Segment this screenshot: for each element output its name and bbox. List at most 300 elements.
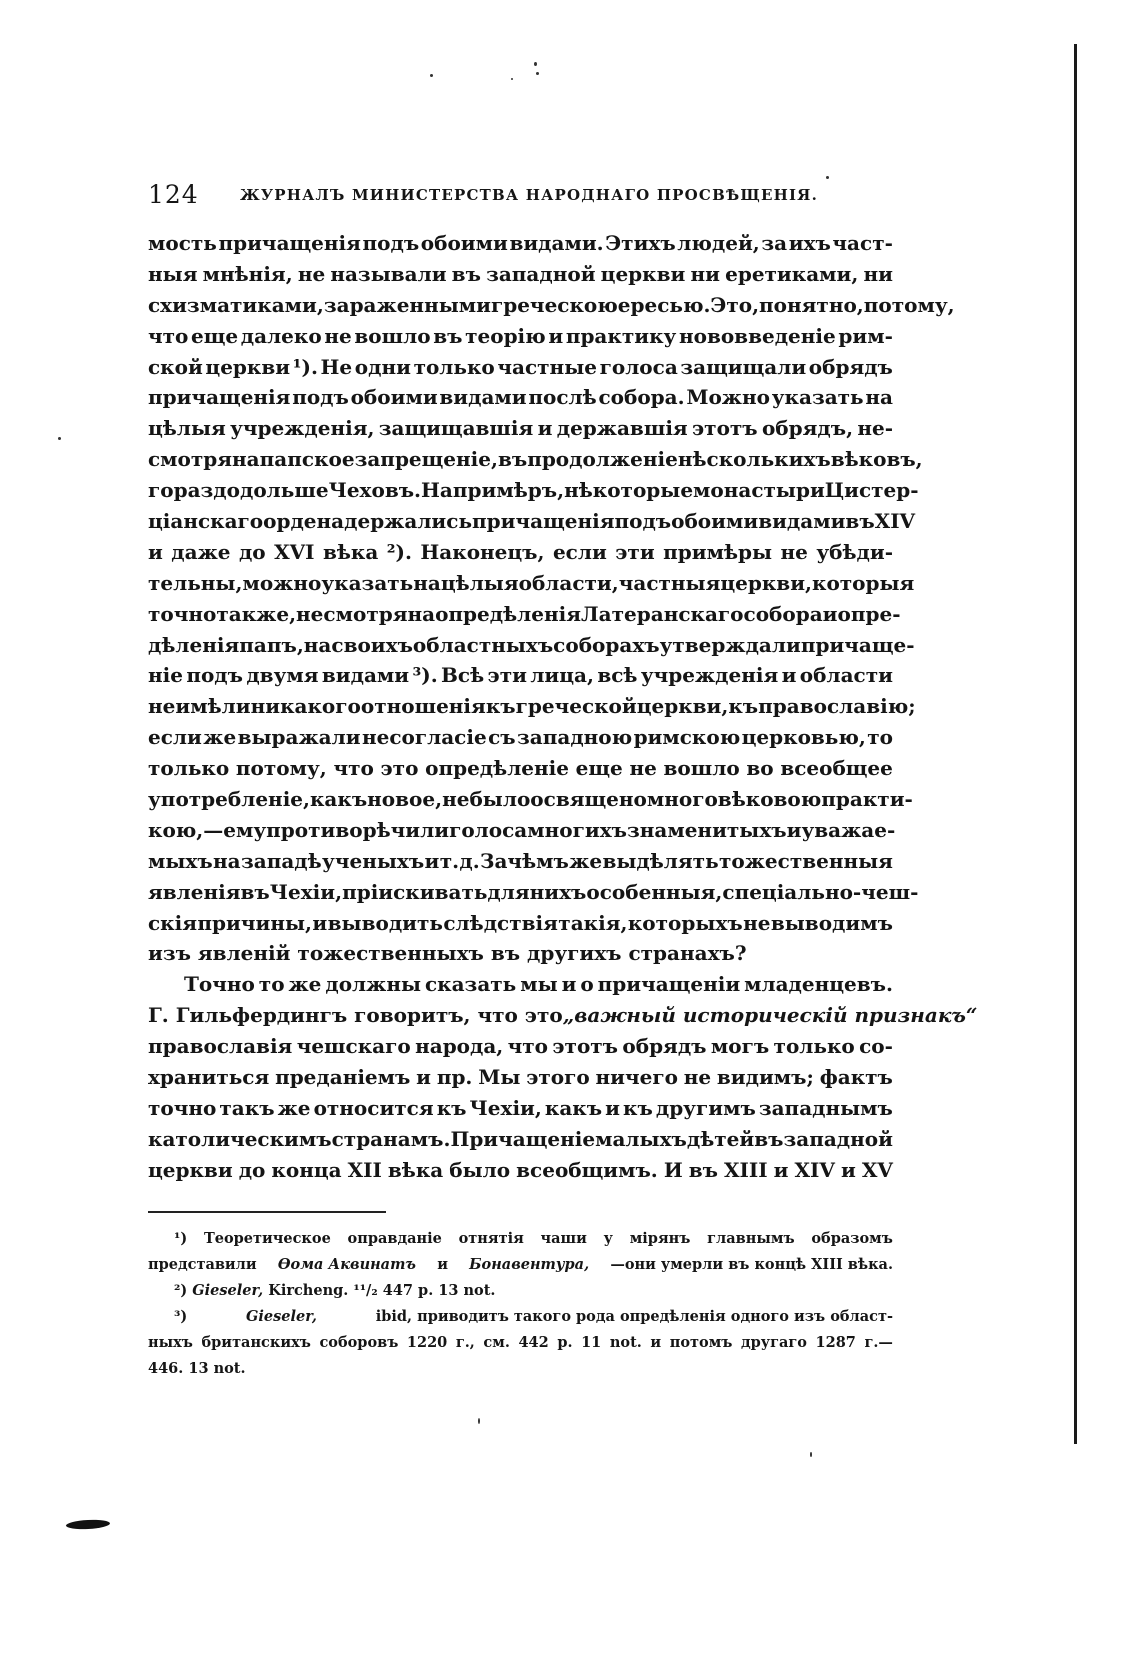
footnote-line [148,1226,893,1252]
word: скія [148,910,197,935]
word: мыхъ [148,848,213,873]
word: съ [488,725,516,750]
word: особенныя, [586,879,723,904]
word: послѣ [528,385,597,410]
word: Этихъ [605,231,676,255]
word: вѣка [387,1157,444,1182]
word: для [487,879,530,904]
word: что [507,1034,549,1059]
word: у [603,1230,613,1247]
word: даже [171,539,231,564]
running-head: ЖУРНАЛЪ МИНИСТЕРСТВА НАРОДНАГО ПРОСВѢЩЕНІЯ. [240,186,819,204]
word: обоими [420,231,508,255]
word: ересью. [617,292,711,317]
word: народа, [415,1034,504,1059]
word: сказать [424,972,517,997]
word: выдѣлять [602,848,719,873]
word: и [148,539,163,564]
author-name: Ѳома Аквинатъ [277,1256,416,1273]
word: на [413,570,441,595]
word: въ [433,323,463,348]
word: до [238,1157,266,1182]
text-line [148,382,893,413]
word: что [148,323,189,348]
text-line [148,599,901,630]
word: державшія [556,416,688,441]
text-line [148,444,923,475]
word: преданіемъ [275,1065,411,1090]
word: ціанскаго [148,509,264,534]
text-line [148,506,916,537]
word: указать [321,570,414,595]
footnote-line [148,1304,893,1330]
text-fragment: и [437,1256,448,1273]
word: и [561,972,577,997]
word: католическимъ [148,1126,332,1151]
word: церкви [600,261,686,286]
word: же [569,848,603,873]
text-line [148,413,893,444]
footnote-line: 446. 13 not. [148,1360,246,1377]
word: о [580,972,594,997]
word: ³). [412,663,438,688]
word: опре- [837,601,901,626]
word: дѣтей [686,1126,755,1151]
text-line [148,537,893,568]
word: церкви [148,1157,233,1182]
word: употребленіе, [148,787,310,812]
word: ему [223,817,267,842]
word: мость [148,231,217,255]
word: образомъ [811,1230,893,1247]
word: Теоретическое [203,1230,331,1247]
word: защищавшія [378,416,534,441]
word: 1287 [815,1334,856,1351]
word: не- [857,416,893,441]
word: и [424,848,440,873]
text-line [148,630,915,661]
word: гораздо [148,478,240,503]
word: греческою [490,292,618,317]
word: только [148,756,230,781]
word: и [416,1065,432,1090]
word: не [683,1065,712,1090]
word: чешскаго [296,1034,411,1059]
word: голоса [449,817,528,842]
word: и [537,416,553,441]
footnote-line [148,1252,893,1278]
word: опредѣленіе [425,756,569,781]
word: областныхъ [412,632,554,657]
word: могъ [710,1034,770,1059]
word: держались [344,509,473,534]
word: конца [271,1157,342,1182]
text-line [148,1155,893,1186]
ink-smudge [66,1519,110,1530]
word: видимъ; [716,1065,814,1090]
word: вѣковъ, [830,447,923,472]
page-edge-line [1074,44,1077,1444]
word: видами. [509,231,604,255]
word: Можно [686,385,770,410]
word: лица, [530,663,594,688]
word: дольше [239,478,329,503]
word: цѣлыя [440,570,519,595]
word: not. [609,1334,642,1351]
word: видами [439,385,527,410]
word: теорію [465,323,546,348]
word: Наконецъ, [420,539,545,564]
word: причаще- [800,632,915,657]
word: называли [330,261,447,286]
word: 1220 [406,1334,448,1351]
word: ніе [148,663,183,688]
word: же [277,1095,311,1120]
word: можно [242,570,322,595]
word: мнѣнія, [202,261,293,286]
word: причащенія [472,509,615,534]
word: причащенія [218,231,361,255]
word: этотъ [552,1034,619,1059]
word: же [203,725,237,750]
word: если [552,539,607,564]
word: только [773,1034,855,1059]
word: И [663,1157,683,1182]
word: и [773,1157,789,1182]
word: западѣ [240,848,322,873]
text-line [148,753,893,784]
word: греческой [515,694,637,719]
word: которыхъ [627,910,743,935]
word: на [213,848,241,873]
word: всеобщее [780,756,893,781]
text-line [148,1093,893,1124]
word: нѣсколькихъ [677,447,831,472]
text-line [148,660,893,691]
word: спеціально-чеш- [722,879,919,904]
word: XVI [274,539,315,564]
page-header [148,180,908,210]
word: вѣка [322,539,379,564]
word: церкви [205,354,291,379]
word: многовѣковою [646,787,822,812]
footnote-divider [148,1211,386,1213]
word: соборовъ [319,1334,399,1351]
word: практику [565,323,677,348]
word: г.— [864,1334,893,1351]
author-name: Gieseler, [246,1308,317,1325]
word: римскою [633,725,741,750]
word: во [746,756,774,781]
word: было [469,787,531,812]
word: къ [436,1095,467,1120]
footnote-line [148,1278,893,1304]
word: всеобщимъ. [516,1157,658,1182]
word: подъ [362,231,420,255]
page-number: 124 [148,180,199,209]
word: это [380,756,419,781]
word: папъ, [239,632,304,657]
word: какъ [309,787,368,812]
word: выражали [237,725,361,750]
word: области, [518,570,619,595]
word: примѣры [663,539,773,564]
word: одни [354,354,411,379]
word: которыя [812,570,915,595]
word: эти [615,539,655,564]
word: тожественныя [719,848,893,873]
word: т. [439,848,460,873]
text-line [148,815,896,846]
word: утверждали [659,632,801,657]
word: еще [191,323,239,348]
word: схизматиками, [148,292,324,317]
text-line [148,352,893,383]
footnote-mark: ²) [174,1282,188,1299]
word: точно [148,1095,217,1120]
word: знаменитыхъ [626,817,787,842]
word: защищали [680,354,807,379]
text-line [148,784,913,815]
word: — [203,817,224,842]
word: далеко [240,323,322,348]
word: области [799,663,893,688]
word: уважае- [801,817,896,842]
text-line [148,228,893,259]
word: въ [754,1126,784,1151]
word: подъ [186,663,243,688]
word: дѣленія [148,632,240,657]
text-line [148,1124,893,1155]
word: странамъ. [331,1126,451,1151]
word: должны [325,972,422,997]
word: явленія [148,879,241,904]
speck [534,62,537,66]
quoted-phrase: „важный историческій признакъ“ [562,1003,978,1028]
word: мы [520,972,558,997]
text-line [148,722,893,753]
word: Напримѣръ, [421,478,565,503]
word: XV [861,1157,893,1182]
word: потомъ [669,1334,733,1351]
word: фактъ [819,1065,893,1090]
word: двумя [246,663,319,688]
word: и [548,323,564,348]
word: храниться [148,1065,270,1090]
word: обрядъ, [761,416,854,441]
word: обоими [350,385,438,410]
word: многихъ [527,817,627,842]
word: 11 [581,1334,602,1351]
speck [430,74,433,77]
word: не [296,601,324,626]
word: Причащеніе [450,1126,596,1151]
word: такія, [558,910,628,935]
footnotes [148,1226,893,1382]
text-line [148,1031,893,1062]
text-fragment: представили [148,1256,257,1273]
word: XIV [794,1157,835,1182]
word: выводимъ [770,910,893,935]
word: мірянъ [629,1230,691,1247]
footnote-line [148,1330,893,1356]
word: британскихъ [201,1334,311,1351]
word: подъ [292,385,349,410]
word: XIII [724,1157,768,1182]
word: понятно, [759,292,864,317]
word: другимъ [655,1095,756,1120]
word: Латеранскаго [581,601,744,626]
word: зараженными [323,292,491,317]
word: см. [483,1334,510,1351]
word: Точно [184,972,255,997]
text-line [148,846,893,877]
word: XII [347,1157,382,1182]
word: еще [575,756,623,781]
word: видами [758,509,846,534]
text-line [148,691,916,722]
word: причащеніи [597,972,741,997]
word: въ [497,447,528,472]
word: рим- [838,323,893,348]
word: западнымъ [758,1095,893,1120]
word: ни [690,261,720,286]
text-line [148,1062,893,1093]
author-name: Бонавентура, [469,1256,590,1273]
word: ныхъ [148,1334,193,1351]
word: собора. [598,385,685,410]
word: освящено [530,787,647,812]
word: выводить [327,910,443,935]
word: обрядъ [808,354,893,379]
word: вошло [663,756,740,781]
word: только [413,354,495,379]
text-line [148,1000,978,1031]
word: запрещеніе, [354,447,498,472]
word: не [324,323,352,348]
word: противорѣчили [266,817,450,842]
word: своихъ [331,632,413,657]
word: указать [771,385,864,410]
text-line [148,877,919,908]
word: западною [517,725,633,750]
word: обрядъ [622,1034,707,1059]
word: къ [728,694,759,719]
word: эти [487,663,527,688]
word: Чеховъ. [328,478,422,503]
word: ихъ [788,231,831,255]
word: Чехіи, [469,1095,542,1120]
word: ни [863,261,893,286]
body-text [148,228,978,1186]
word: причины, [197,910,312,935]
word: Цистер- [824,478,919,503]
word: православію; [758,694,916,719]
word: то [867,725,893,750]
word: р. [557,1334,573,1351]
word: ¹). [292,354,318,379]
word: Зачѣмъ [480,848,569,873]
word: ²). [386,539,412,564]
text-fragment: —они умерли въ концѣ XIII вѣка. [610,1256,893,1273]
word: 442 [518,1334,549,1351]
word: и [822,601,838,626]
word: въ [451,261,481,286]
text-fragment: Г. Гильфердингъ говоритъ, что это [148,1003,563,1028]
word: несогласіе [361,725,487,750]
word: ордена [263,509,345,534]
text-line [148,908,893,939]
word: Не [320,354,353,379]
word: вошло [354,323,431,348]
text-fragment: ibid, приводитъ такого рода опредѣленія одного изъ област- [375,1308,893,1325]
word: потому, [235,756,327,781]
word: собора [743,601,823,626]
text-fragment: Kircheng. ¹¹/₂ 447 p. 13 not. [268,1282,496,1299]
word: если [148,725,202,750]
speck [58,437,61,440]
speck [810,1452,812,1457]
word: видами [321,663,410,688]
word: на [865,385,893,410]
word: къ [485,694,516,719]
word: ской [148,354,203,379]
word: ¹) [174,1230,188,1247]
word: цѣлыя [148,416,226,441]
word: къ [623,1095,653,1120]
word: не [780,539,808,564]
text-line [148,568,915,599]
word: чаши [540,1230,587,1247]
speck [478,1418,480,1424]
footnote-mark: ³) [174,1308,188,1325]
word: какъ [544,1095,603,1120]
word: не [442,787,470,812]
word: и [312,910,328,935]
word: д. [459,848,480,873]
word: г., [455,1334,475,1351]
word: опредѣленія [435,601,581,626]
word: еретиками, [725,261,859,286]
word: въ [240,879,270,904]
word: такъ [219,1095,275,1120]
word: и [840,1157,856,1182]
word: же [288,972,322,997]
word: и [781,663,797,688]
word: пр. [436,1065,473,1090]
word: отнятія [458,1230,524,1247]
word: нихъ [529,879,587,904]
text-line: изъ явленій тожественныхъ въ другихъ странахъ? [148,941,747,966]
word: всѣ [597,663,638,688]
text-line [148,290,955,321]
word: этого [526,1065,590,1090]
word: практи- [821,787,913,812]
word: ныя [148,261,198,286]
word: точно [148,601,217,626]
word: част- [832,231,893,255]
word: монастыри [693,478,825,503]
text-line [148,321,893,352]
word: голоса [599,354,678,379]
word: продолженіе [527,447,678,472]
word: оправданіе [347,1230,442,1247]
word: нововведеніе [678,323,836,348]
word: слѣдствія [443,910,558,935]
word: XIV [874,509,916,534]
word: ученыхъ [322,848,425,873]
word: за [761,231,788,255]
